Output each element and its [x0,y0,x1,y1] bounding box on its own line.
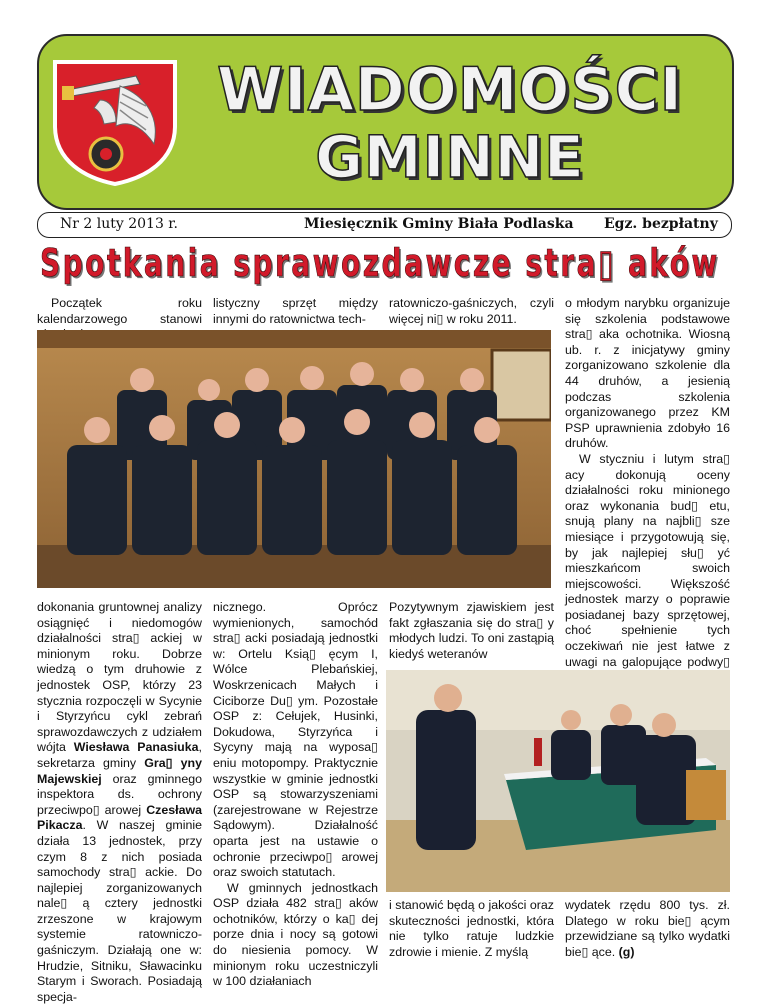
author-signature: (g) [618,944,635,959]
text-run: oraz gminnego inspektora ds. ochrony przeciwpo▯ arowej [37,771,202,817]
person-name: Czesława Pikacza [37,802,202,833]
paragraph: o młodym narybku organizuje się szkolenia podstawowe stra▯ aka ochotnika. Wiosną ub. r. z inicjatywy gminy zorganizowano szkolenie dla 44 druhów, a jesienią podczas szkolenia organizowanego przez KM PSP uprawnienia zdobyło 16 druhów. [565,296,730,451]
issue-number: Nr 2 luty 2013 r. [60,216,178,232]
paragraph: W styczniu i lutym stra▯ acy dokonują oceny działalności roku minionego oraz wykonania bud▯ etu, snują plany na najbli▯ sze miesiące i przygotowują się, by jak najlepiej słu▯ yć mieszkańcom swoich miejscowości. Większość jednostek marzy o poprawie posiadanej bazy sprzętowej, choć spełnienie tych oczekiwań nie jest łatwe z uwagi na galopujące podwy▯ [565,451,730,669]
paragraph [565,898,730,960]
text-run: , sekretarza gminy [37,740,202,770]
paragraph: Pozytywnym zjawiskiem jest fakt zgłaszania się do stra▯ y młodych ludzi. To oni zastąpią kiedyś weteranów [389,600,554,661]
paragraph [37,600,202,1005]
paragraph: listyczny sprzęt między innymi do ratownictwa tech- [213,296,378,326]
price-note: Egz. bezpłatny [604,216,718,232]
paragraph: ratowniczo-gaśniczych, czyli więcej ni▯ w roku 2011. [389,296,554,326]
person-name: Gra▯ yny Majewskiej [37,755,202,786]
column-4-top [565,296,730,701]
text-run: dokonania gruntownej analizy osiągnięć i niedomogów działalności stra▯ ackiej w minionym roku. Dobrze wiedzą o tym druhowie z jednostek OSP, którzy 23 stycznia rozpoczęli w Sycynie i Styrzyńcu cykl zebrań sprawozdawczych z udziałem wójta [37,600,202,755]
meeting-table-photo [386,670,730,892]
person-name: Wiesława Panasiuka [73,740,199,755]
coat-of-arms-icon [50,56,180,186]
paragraph: Początek roku kalendarzowego stanowi [37,296,202,326]
issue-info-bar [37,212,732,238]
masthead-title-line2: GMINNE [315,123,585,191]
firefighters-group-photo [37,330,551,588]
text-run: . W naszej gminie działa 13 jednostek, przy czym 8 z nich posiada samochody stra▯ ackie. Do najlepiej zorganizowanych nale▯ ą cztery jednostki zrzeszone w krajowym systemie ratowniczo-gaśniczym. Działają one w: Hrudzie, Sitniku, Sławacinku Starym i Sworach. Posiadają specja- [37,818,202,1004]
paragraph: nicznego. Oprócz wymienionych, samochód stra▯ acki posiadają jednostki w: Ortelu Ksią▯ ęcym I, Wólce Plebańskiej, Woskrzenicach Małych i Ciciborze Du▯ ym. Pozostałe OSP z: Cełujek, Husinki, Dokudowa, Styrzyńca i Sycyny mają na wyposa▯ eniu motopompy. Praktycznie wszystkie w gminie jednostki OSP są stowarzyszeniami (zarejestrowane w Rejestrze Sądowym). Działalność oparta jest na ustawie o ochronie przeciwpo▯ arowej oraz swoich statutach. [213,600,378,880]
column-2-bottom [213,600,378,990]
column-3-mid [389,600,554,662]
text-run: wydatek rzędu 800 tys. zł. Dlatego w roku bie▯ ącym przewidziane są tylko wydatki bie▯ ące. [565,898,730,959]
publisher-name: Miesięcznik Gminy Biała Podlaska [304,216,574,232]
column-2-top [213,296,378,327]
masthead-title-line1: WIADOMOŚCI [216,55,684,125]
column-3-top [389,296,554,327]
article-headline: Spotkania sprawozdawcze stra▯ aków [40,241,720,285]
column-3-bottom [389,898,554,960]
column-1-bottom [37,600,202,1005]
column-4-bottom [565,898,730,960]
paragraph: W gminnych jednostkach OSP działa 482 stra▯ aków ochotników, którzy o ka▯ dej porze dnia i nocy są gotowi do niesienia pomocy. W minionym roku uczestniczyli w 100 działaniach [213,880,378,989]
paragraph: i stanowić będą o jakości oraz skuteczności jednostki, która nie tylko ratuje ludzkie zdrowie i mienie. Z myślą [389,898,554,959]
